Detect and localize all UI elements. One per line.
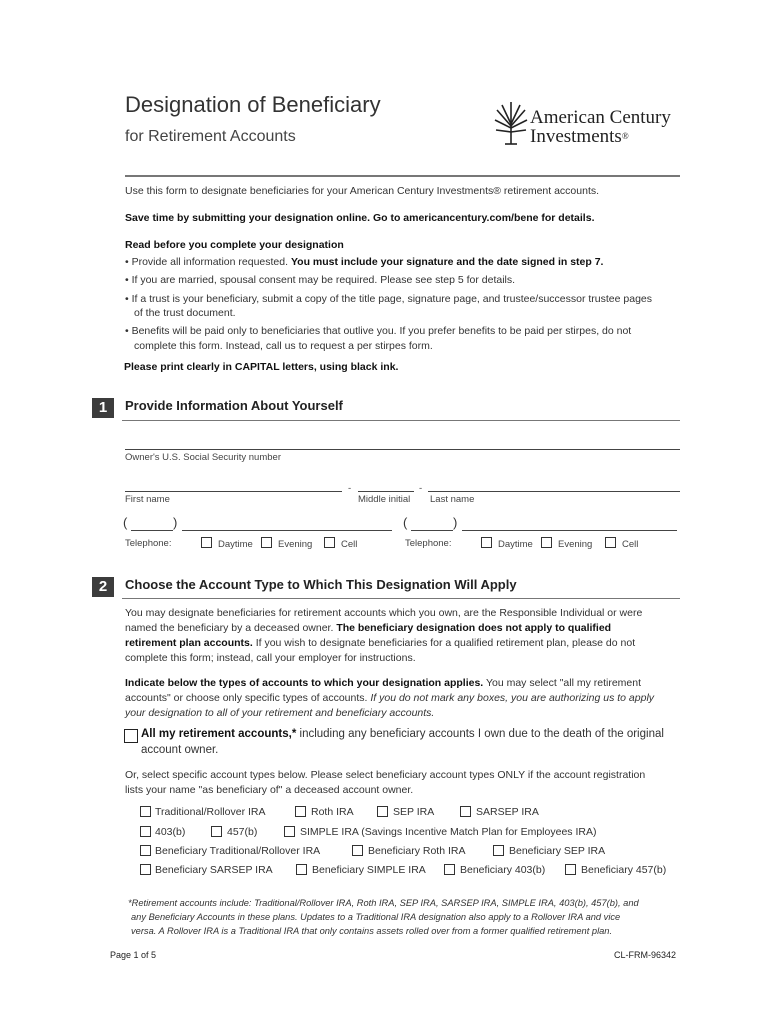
sarsep-ira-label: SARSEP IRA xyxy=(476,806,539,818)
step2-p1-l1: You may designate beneficiaries for retirement accounts which you own, are the Responsible Individual or were xyxy=(125,607,643,619)
area-code-field-2[interactable] xyxy=(411,530,453,531)
middle-initial-field[interactable] xyxy=(358,491,414,492)
phone-field-1[interactable] xyxy=(182,530,392,531)
or-select-l1: Or, select specific account types below. Please select beneficiary account types ONLY if the account registration xyxy=(125,769,646,781)
evening-label-2: Evening xyxy=(558,539,593,550)
traditional-rollover-ira-checkbox[interactable] xyxy=(140,806,151,817)
457b-checkbox[interactable] xyxy=(211,826,222,837)
step2-p2-l1: Indicate below the types of accounts to which your designation applies. You may select "all my retirement xyxy=(125,677,642,689)
last-name-field[interactable] xyxy=(428,491,680,492)
area-code-close-2: ) xyxy=(453,515,458,530)
bene-403b-checkbox[interactable] xyxy=(444,864,455,875)
first-name-label: First name xyxy=(125,494,170,505)
form-id: CL-FRM-96342 xyxy=(614,950,677,960)
bene-sarsep-ira-label: Beneficiary SARSEP IRA xyxy=(155,864,273,876)
sarsep-ira-checkbox[interactable] xyxy=(460,806,471,817)
print-clearly-note: Please print clearly in CAPITAL letters, using black ink. xyxy=(124,361,399,373)
logo-line1: American Century xyxy=(530,107,671,128)
bullet-4-cont: complete this form. Instead, call us to request a per stirpes form. xyxy=(134,340,433,352)
online-note: Save time by submitting your designation online. Go to americancentury.com/bene for details. xyxy=(125,212,595,224)
daytime-label-2: Daytime xyxy=(498,539,533,550)
bullet-2: • If you are married, spousal consent may be required. Please see step 5 for details. xyxy=(125,274,516,286)
roth-ira-checkbox[interactable] xyxy=(295,806,306,817)
dash-2: - xyxy=(419,483,423,494)
footnote-l3: versa. A Rollover IRA is a Traditional IRA that only contains assets rolled over from a former qualified retirement plan. xyxy=(131,926,613,936)
evening-checkbox-2[interactable] xyxy=(541,537,552,548)
403b-checkbox[interactable] xyxy=(140,826,151,837)
logo-line2: Investments xyxy=(530,126,622,147)
dash-1: - xyxy=(348,483,352,494)
middle-initial-label: Middle initial xyxy=(358,494,411,505)
simple-ira-label: SIMPLE IRA (Savings Incentive Match Plan for Employees IRA) xyxy=(300,826,597,838)
403b-label: 403(b) xyxy=(155,826,186,838)
cell-label-2: Cell xyxy=(622,539,639,550)
step2-p1-l3: retirement plan accounts. If you wish to designate beneficiaries for a qualified retirement plan, please do not xyxy=(125,637,636,649)
all-accounts-label-cont: account owner. xyxy=(141,744,219,756)
header-divider xyxy=(125,175,680,177)
step-1-divider xyxy=(122,420,680,421)
step-2-divider xyxy=(122,598,680,599)
bene-sep-ira-label: Beneficiary SEP IRA xyxy=(509,845,606,857)
evening-label-1: Evening xyxy=(278,539,313,550)
bene-roth-ira-label: Beneficiary Roth IRA xyxy=(368,845,466,857)
area-code-field-1[interactable] xyxy=(131,530,173,531)
page-title: Designation of Beneficiary xyxy=(125,92,381,117)
bene-simple-ira-checkbox[interactable] xyxy=(296,864,307,875)
bene-simple-ira-label: Beneficiary SIMPLE IRA xyxy=(312,864,426,876)
telephone-label-1: Telephone: xyxy=(125,538,172,549)
step-1-title: Provide Information About Yourself xyxy=(125,398,343,413)
bullet-3-cont: of the trust document. xyxy=(134,307,236,319)
tree-logo-icon xyxy=(493,100,529,148)
area-code-open: ( xyxy=(123,515,128,530)
last-name-label: Last name xyxy=(430,494,475,505)
daytime-label-1: Daytime xyxy=(218,539,253,550)
area-code-open-2: ( xyxy=(403,515,408,530)
page-number: Page 1 of 5 xyxy=(110,950,157,960)
daytime-checkbox-1[interactable] xyxy=(201,537,212,548)
step2-p2-l3: your designation to all of your retirement and beneficiary accounts. xyxy=(125,707,435,719)
ssn-label: Owner's U.S. Social Security number xyxy=(125,452,281,463)
sep-ira-checkbox[interactable] xyxy=(377,806,388,817)
bullet-4: • Benefits will be paid only to beneficiaries that outlive you. If you prefer benefits to be paid per stirpes, do not xyxy=(125,325,632,337)
bullet-1: • Provide all information requested. You must include your signature and the date signed in step 7. xyxy=(125,256,604,268)
first-name-field[interactable] xyxy=(125,491,342,492)
step2-p1-l2: named the beneficiary by a deceased owner. The beneficiary designation does not apply to qualified xyxy=(125,622,612,634)
step-2-title: Choose the Account Type to Which This Designation Will Apply xyxy=(125,577,517,592)
logo-reg: ® xyxy=(621,131,629,141)
bene-roth-ira-checkbox[interactable] xyxy=(352,845,363,856)
bene-457b-checkbox[interactable] xyxy=(565,864,576,875)
telephone-label-2: Telephone: xyxy=(405,538,452,549)
or-select-l2: lists your name "as beneficiary of" a deceased account owner. xyxy=(125,784,414,796)
step-1-badge: 1 xyxy=(92,398,114,418)
bene-457b-label: Beneficiary 457(b) xyxy=(581,864,667,876)
457b-label: 457(b) xyxy=(227,826,258,838)
bene-sep-ira-checkbox[interactable] xyxy=(493,845,504,856)
evening-checkbox-1[interactable] xyxy=(261,537,272,548)
footnote-l2: any Beneficiary Accounts in these plans. Updates to a Traditional IRA designation also apply to a Rollover IRA and vice xyxy=(131,912,621,922)
step2-p1-l4: complete this form; instead, call your employer for instructions. xyxy=(125,652,416,664)
bullet-3: • If a trust is your beneficiary, submit a copy of the title page, signature page, and trustee/successor trustee pages xyxy=(125,293,653,305)
bene-403b-label: Beneficiary 403(b) xyxy=(460,864,546,876)
traditional-rollover-ira-label: Traditional/Rollover IRA xyxy=(155,806,266,818)
bene-sarsep-ira-checkbox[interactable] xyxy=(140,864,151,875)
page-subtitle: for Retirement Accounts xyxy=(125,128,296,145)
area-code-close: ) xyxy=(173,515,178,530)
cell-label-1: Cell xyxy=(341,539,358,550)
footnote-l1: *Retirement accounts include: Traditional/Rollover IRA, Roth IRA, SEP IRA, SARSEP IRA, SIMPLE IRA, 403(b), 457(b), and xyxy=(128,898,639,908)
cell-checkbox-1[interactable] xyxy=(324,537,335,548)
read-before-heading: Read before you complete your designation xyxy=(125,239,344,251)
logo-text xyxy=(530,108,671,146)
daytime-checkbox-2[interactable] xyxy=(481,537,492,548)
step2-p2-l2: accounts" or choose only specific types of accounts. If you do not mark any boxes, you are authorizing us to apply xyxy=(125,692,655,704)
all-accounts-label: All my retirement accounts,* including any beneficiary accounts I own due to the death of the original xyxy=(141,728,664,740)
simple-ira-checkbox[interactable] xyxy=(284,826,295,837)
phone-field-2[interactable] xyxy=(462,530,677,531)
ssn-field[interactable] xyxy=(125,449,680,450)
all-accounts-checkbox[interactable] xyxy=(124,729,138,743)
step-2-badge: 2 xyxy=(92,577,114,597)
roth-ira-label: Roth IRA xyxy=(311,806,354,818)
sep-ira-label: SEP IRA xyxy=(393,806,435,818)
bene-traditional-rollover-ira-checkbox[interactable] xyxy=(140,845,151,856)
intro-line: Use this form to designate beneficiaries for your American Century Investments® retirement accounts. xyxy=(125,185,600,197)
bene-traditional-rollover-ira-label: Beneficiary Traditional/Rollover IRA xyxy=(155,845,321,857)
cell-checkbox-2[interactable] xyxy=(605,537,616,548)
